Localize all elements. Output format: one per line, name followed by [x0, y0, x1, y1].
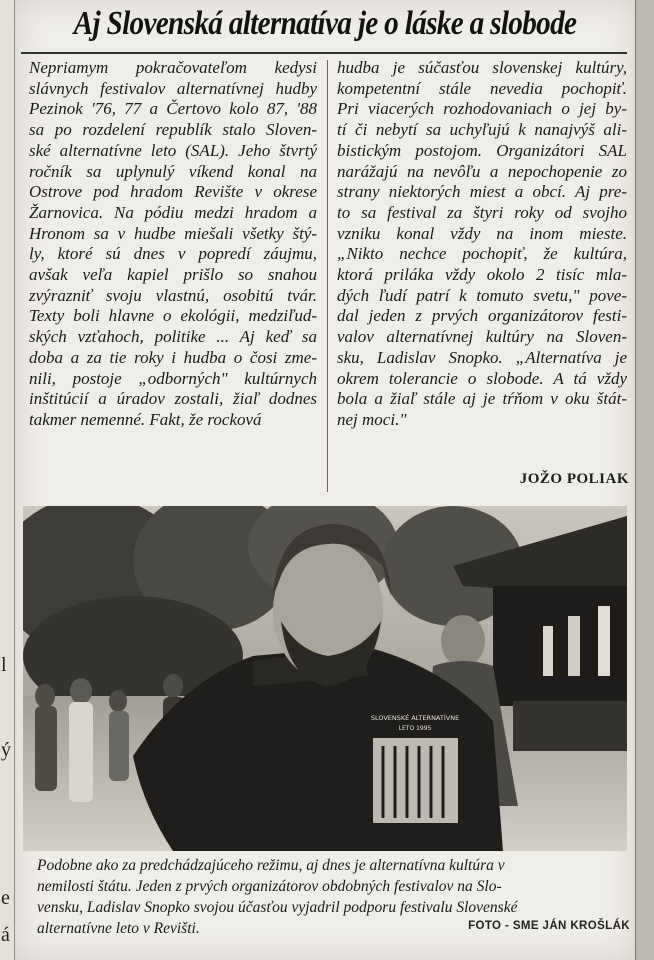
body-text-line: Pezinok '76, 77 a Čertovo kolo 87, '88 [29, 99, 317, 119]
margin-fragment: l [1, 654, 7, 676]
article-author: JOŽO POLIAK [519, 471, 629, 487]
body-text-line: Pri viacerých rozhodovaniach o jej by- [337, 99, 627, 119]
body-text-line: inštitúcií a úradov zostali, žiaľ dodnes [29, 389, 317, 409]
body-text-line: nej moci." [337, 409, 407, 429]
article-photo [23, 506, 627, 851]
caption-line: vensku, Ladislav Snopko svojou účasťou vyjadril podporu festivalu Slovenské [37, 899, 518, 916]
body-text-line: Texty boli hlavne o ekológii, medziľud- [29, 306, 317, 326]
caption-line: alternatívne leto v Revišti. [37, 920, 200, 937]
body-text-line: nili, postoje „odborných" kultúrnych [29, 368, 317, 388]
body-text-line: bola a žiaľ stále aj je tŕňom v oku štát- [337, 389, 627, 409]
body-text-line: Nepriamym pokračovateľom kedysi [29, 58, 317, 77]
caption-line: Podobne ako za predchádzajúceho režimu, aj dnes je alternatívna kultúra v [37, 857, 505, 874]
body-text-line: tí či nebytí sa uchyľujú k nanajvýš ali- [337, 120, 627, 140]
body-text-line: sku, Ladislav Snopko. „Alternatíva je [337, 347, 627, 367]
body-text-line: vzniku konal vždy na inom mieste. [337, 223, 627, 243]
body-text-line: kompetentní stále nevedia pochopiť. [337, 78, 627, 98]
body-text-line: dal jeden z prvých organizátorov festi- [337, 306, 627, 326]
article-column-right [337, 58, 627, 431]
body-text-line: Hronom sa v hudbe miešali všetky štý- [29, 223, 317, 243]
body-text-line: ských vzťahoch, politike ... Aj keď sa [29, 327, 317, 347]
article-column-left [29, 58, 317, 431]
body-text-line: sa po rozdelení republík stalo Sloven- [29, 120, 317, 140]
body-text-line: ly, ktoré sú dnes v popredí záujmu, [29, 244, 317, 264]
margin-fragment: ý [1, 739, 11, 761]
margin-fragment: á [1, 924, 10, 946]
headline-rule [21, 52, 627, 54]
shirt-print-line-1: SLOVENSKÉ ALTERNATÍVNE [370, 714, 460, 722]
body-text-line: avšak veľa kapiel prišlo so snahou [29, 265, 317, 285]
margin-fragment: e [1, 887, 10, 909]
festival-photo-illustration [23, 506, 627, 851]
body-text-line: ktorá priláka vždy okolo 2 tisíc mla- [337, 265, 627, 285]
caption-line: nemilosti štátu. Jeden z prvých organizátorov obdobných festivalov na Slo- [37, 878, 502, 895]
body-text-line: slávnych festivalov alternatívnej hudby [29, 78, 317, 98]
article-headline: Aj Slovenská alternatíva je o láske a slobode [73, 5, 577, 42]
body-text-line: ročník sa uplynulý víkend konal na [29, 161, 317, 181]
adjacent-column-strip [0, 0, 15, 960]
body-text-line: strany niektorých miest a obcí. Aj pre- [337, 182, 627, 202]
body-text-line: takmer nemenné. Fakt, že rocková [29, 409, 262, 429]
body-text-line: ské alternatívne leto (SAL). Jeho štvrtý [29, 140, 317, 160]
body-text-line: hudba je súčasťou slovenskej kultúry, [337, 58, 627, 77]
body-text-line: Žarnovica. Na pódiu medzi hradom a [29, 202, 317, 222]
body-text-line: okrem tolerancie o slobode. A tá vždy [337, 368, 627, 388]
body-text-line: „Nikto nechce pochopiť, že kultúra, [337, 244, 627, 264]
body-text-line: bistickým postojom. Organizátori SAL [337, 140, 627, 160]
page-edge-shadow [635, 0, 654, 960]
body-text-line: zvýrazniť svoju vlastnú, osobitú tvár. [29, 285, 317, 305]
shirt-print-line-2: LETO 1995 [398, 725, 432, 732]
body-text-line: doba a za tie roky i hudba o čosi zme- [29, 347, 317, 367]
body-text-line: Ostrove pod hradom Revište v okrese [29, 182, 317, 202]
body-text-line: narážajú na nevôľu a nepochopenie zo [337, 161, 627, 181]
photo-credit: FOTO - SME JÁN KROŠLÁK [468, 920, 630, 932]
body-text-line: to sa festival za štyri roky od svojho [337, 202, 627, 222]
newspaper-clipping [15, 0, 635, 960]
body-text-line: valov alternatívnej kultúry na Sloven- [337, 327, 627, 347]
body-text-line: dých ľudí patrí k tomuto svetu," pove- [337, 285, 627, 305]
column-divider [327, 60, 328, 492]
